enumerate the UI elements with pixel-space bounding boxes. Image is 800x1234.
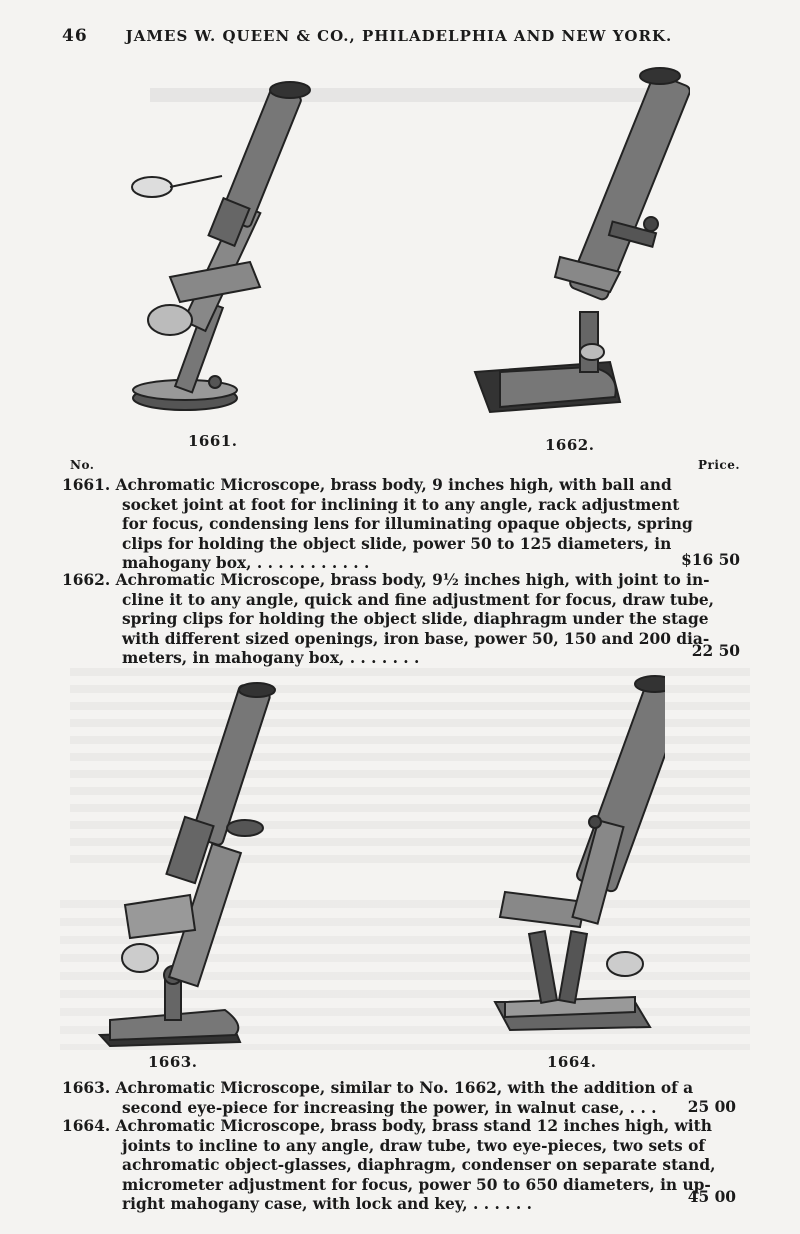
entry-line: achromatic object-glasses, diaphragm, condenser on separate stand, xyxy=(122,1156,716,1175)
page-header-title: JAMES W. QUEEN & CO., PHILADELPHIA AND NEW YORK. xyxy=(125,27,673,45)
entry-line: spring clips for holding the object slide, diaphragm under the stage xyxy=(122,610,709,629)
figure-1663-illustration xyxy=(95,680,285,1050)
price-1663: 25 00 xyxy=(687,1098,736,1116)
figure-1663-caption: 1663. xyxy=(148,1053,198,1071)
entry-text-line: Achromatic Microscope, brass body, brass stand 12 inches high, with xyxy=(115,1117,712,1135)
entry-number: 1661. xyxy=(62,476,111,494)
figure-1664-caption: 1664. xyxy=(547,1053,597,1071)
entry-text-line: Achromatic Microscope, brass body, 9½ inches high, with joint to in- xyxy=(115,571,710,589)
price-1662: 22 50 xyxy=(691,642,740,660)
entry-text-line: Achromatic Microscope, brass body, 9 inches high, with ball and xyxy=(115,476,672,494)
figure-1661-illustration xyxy=(130,72,340,422)
catalog-entry-1662 xyxy=(62,571,752,669)
price-1664: 45 00 xyxy=(687,1188,736,1206)
entry-line: mahogany box, . . . . . . . . . . . xyxy=(122,554,370,573)
column-header-number: No. xyxy=(70,458,95,472)
catalog-entry-1661 xyxy=(62,476,752,574)
entry-line xyxy=(62,571,752,591)
figure-1662-caption: 1662. xyxy=(545,436,595,454)
entry-line: second eye-piece for increasing the power, in walnut case, . . . xyxy=(122,1098,657,1117)
entry-line xyxy=(62,1079,752,1099)
entry-line: clips for holding the object slide, power 50 to 125 diameters, in xyxy=(122,534,672,553)
microscope-1664-icon xyxy=(465,672,665,1042)
entry-line xyxy=(62,1117,752,1137)
entry-line: meters, in mahogany box, . . . . . . . xyxy=(122,649,420,668)
price-1661: $16 50 xyxy=(681,551,740,569)
entry-number: 1662. xyxy=(62,571,111,589)
microscope-1663-icon xyxy=(95,680,285,1050)
entry-number: 1663. xyxy=(62,1079,111,1097)
entry-line: right mahogany case, with lock and key, . . . . . . xyxy=(122,1195,532,1214)
entry-line: cline it to any angle, quick and fine adjustment for focus, draw tube, xyxy=(122,590,715,609)
entry-line: socket joint at foot for inclining it to any angle, rack adjustment xyxy=(122,495,680,514)
catalog-entry-1664 xyxy=(62,1117,752,1215)
entry-line: micrometer adjustment for focus, power 50 to 650 diameters, in up- xyxy=(122,1175,711,1194)
page-header xyxy=(62,26,760,46)
entry-number: 1664. xyxy=(62,1117,111,1135)
figure-1664-illustration xyxy=(465,672,665,1042)
entry-line: joints to incline to any angle, draw tube, two eye-pieces, two sets of xyxy=(122,1136,705,1155)
entry-line xyxy=(62,476,752,496)
column-header-price: Price. xyxy=(698,458,741,472)
entry-line: with different sized openings, iron base, power 50, 150 and 200 dia- xyxy=(122,629,710,648)
page-number: 46 xyxy=(62,26,88,46)
figure-1661-caption: 1661. xyxy=(188,432,238,450)
catalog-entry-1663 xyxy=(62,1079,752,1118)
entry-text-line: Achromatic Microscope, similar to No. 1662, with the addition of a xyxy=(115,1079,694,1097)
entry-line: for focus, condensing lens for illuminating opaque objects, spring xyxy=(122,515,693,534)
figure-1662-illustration xyxy=(470,62,690,422)
microscope-1661-icon xyxy=(130,72,340,422)
microscope-1662-icon xyxy=(470,62,690,422)
